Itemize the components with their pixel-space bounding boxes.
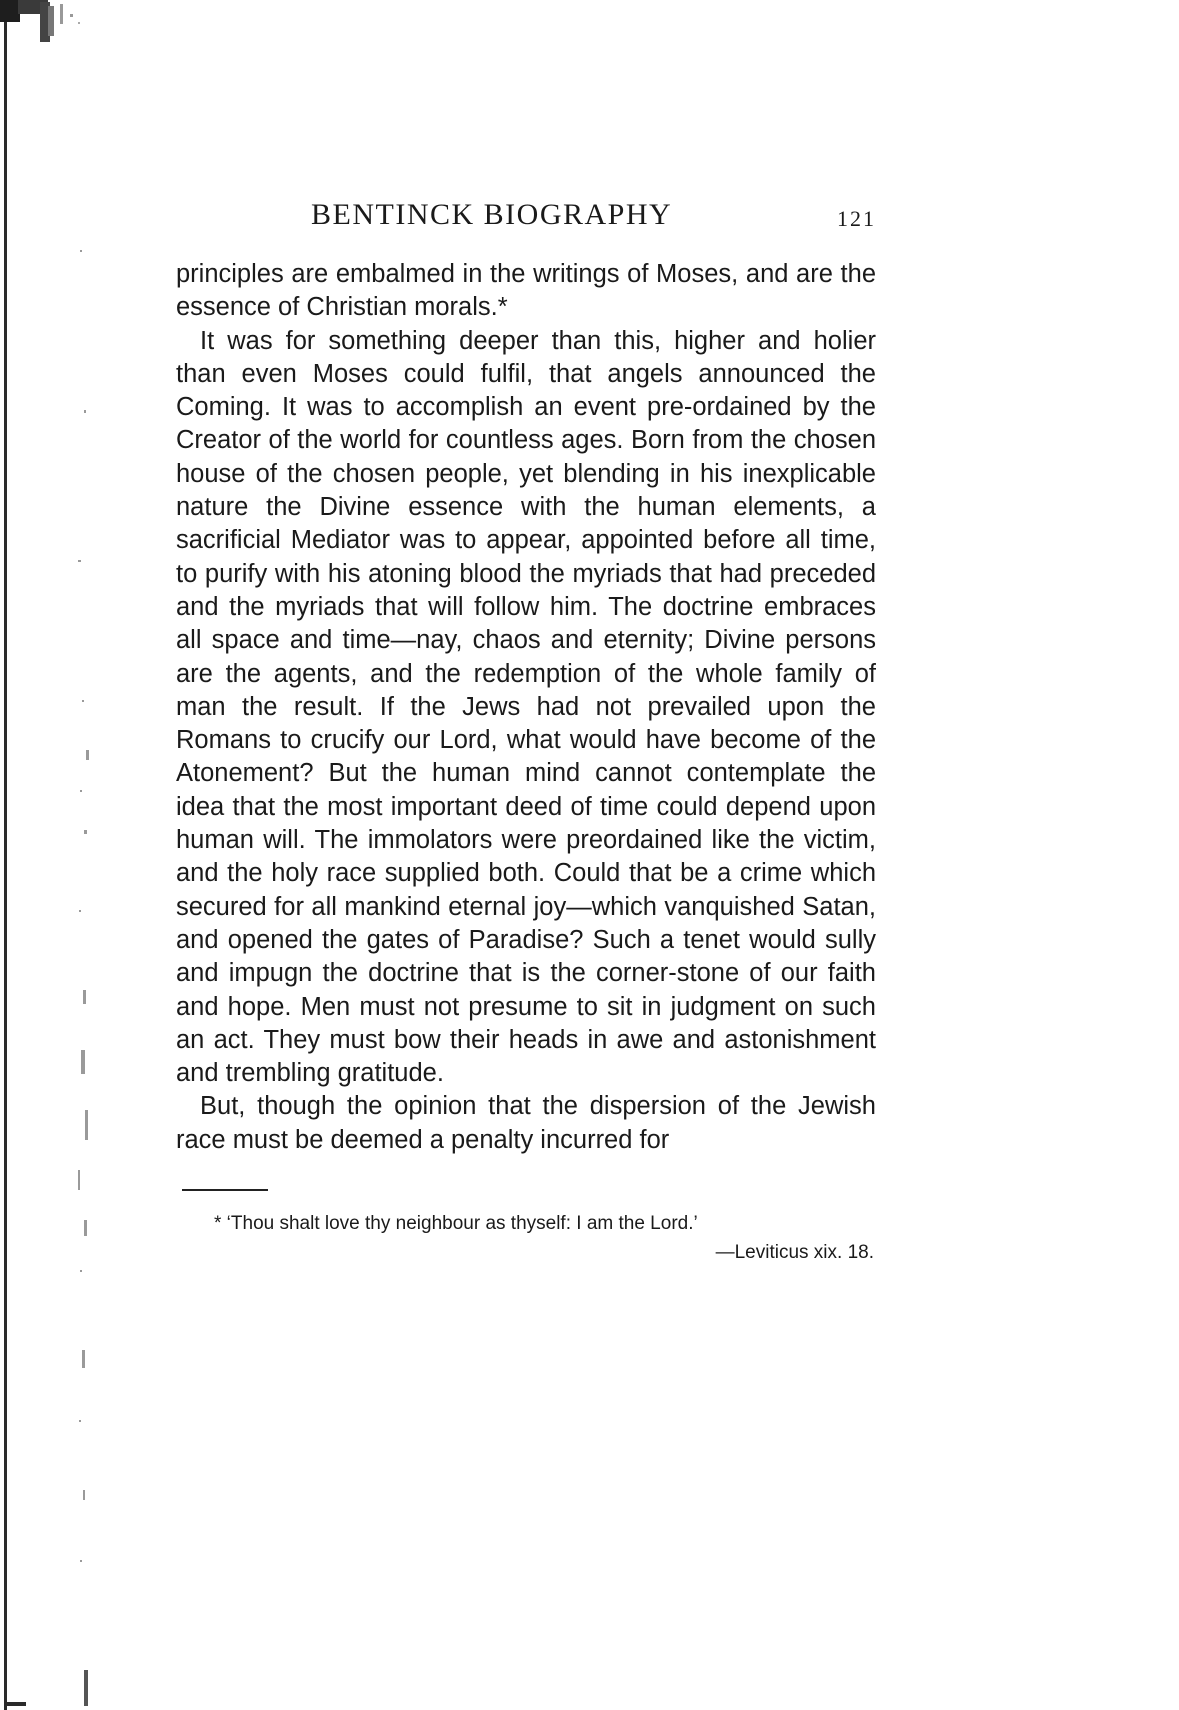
book-page — [176, 190, 876, 1267]
page-number: 121 — [837, 206, 876, 231]
book-spine-edge — [4, 0, 7, 1710]
footnote-text: * ‘Thou shalt love thy neighbour as thyself: I am the Lord.’ — [214, 1213, 698, 1235]
scan-shadow-top — [0, 0, 90, 70]
scan-specks — [70, 230, 110, 1630]
running-head — [176, 190, 876, 240]
body-text — [176, 258, 876, 1157]
paragraph-atonement: It was for something deeper than this, higher and holier than even Moses could fulfil, that angels announced the Coming. It was to accomplish an event pre-ordained by the Creator of the world for countless ages. Born from the chosen house of the chosen people, yet blending in his inexplicable nature the Divine essence with the human elements, a sacrificial Mediator was to appear, appointed before all time, to purify with his atoning blood the myriads that had preceded and the myriads that will follow him. The doctrine embraces all space and time—nay, chaos and eternity; Divine persons are the agents, and the redemption of the whole family of man the result. If the Jews had not prevailed upon the Romans to crucify our Lord, what would have become of the Atonement? But the human mind cannot contemplate the idea that the most important deed of time could depend upon human will. The immolators were preordained like the victim, and the holy race supplied both. Could that be a crime which secured for all mankind eternal joy—which vanquished Satan, and opened the gates of Paradise? Such a tenet would sully and impugn the doctrine that is the corner-stone of our faith and hope. Men must not presume to sit in judgment on such an act. They must bow their heads in awe and astonishment and trembling gratitude. — [176, 326, 876, 1088]
footnote — [176, 1209, 876, 1267]
scan-gutter — [0, 0, 110, 1710]
footnote-source: —Leviticus xix. 18. — [715, 1242, 874, 1264]
scan-shadow-bottom — [0, 1640, 110, 1710]
running-title: BENTINCK BIOGRAPHY — [311, 198, 673, 231]
footnote-rule — [182, 1189, 268, 1191]
paragraph-continued: principles are embalmed in the writings of Moses, and are the essence of Christian morals.* — [176, 260, 876, 322]
paragraph-dispersion: But, though the opinion that the dispersion of the Jewish race must be deemed a penalty incurred for — [176, 1092, 876, 1154]
